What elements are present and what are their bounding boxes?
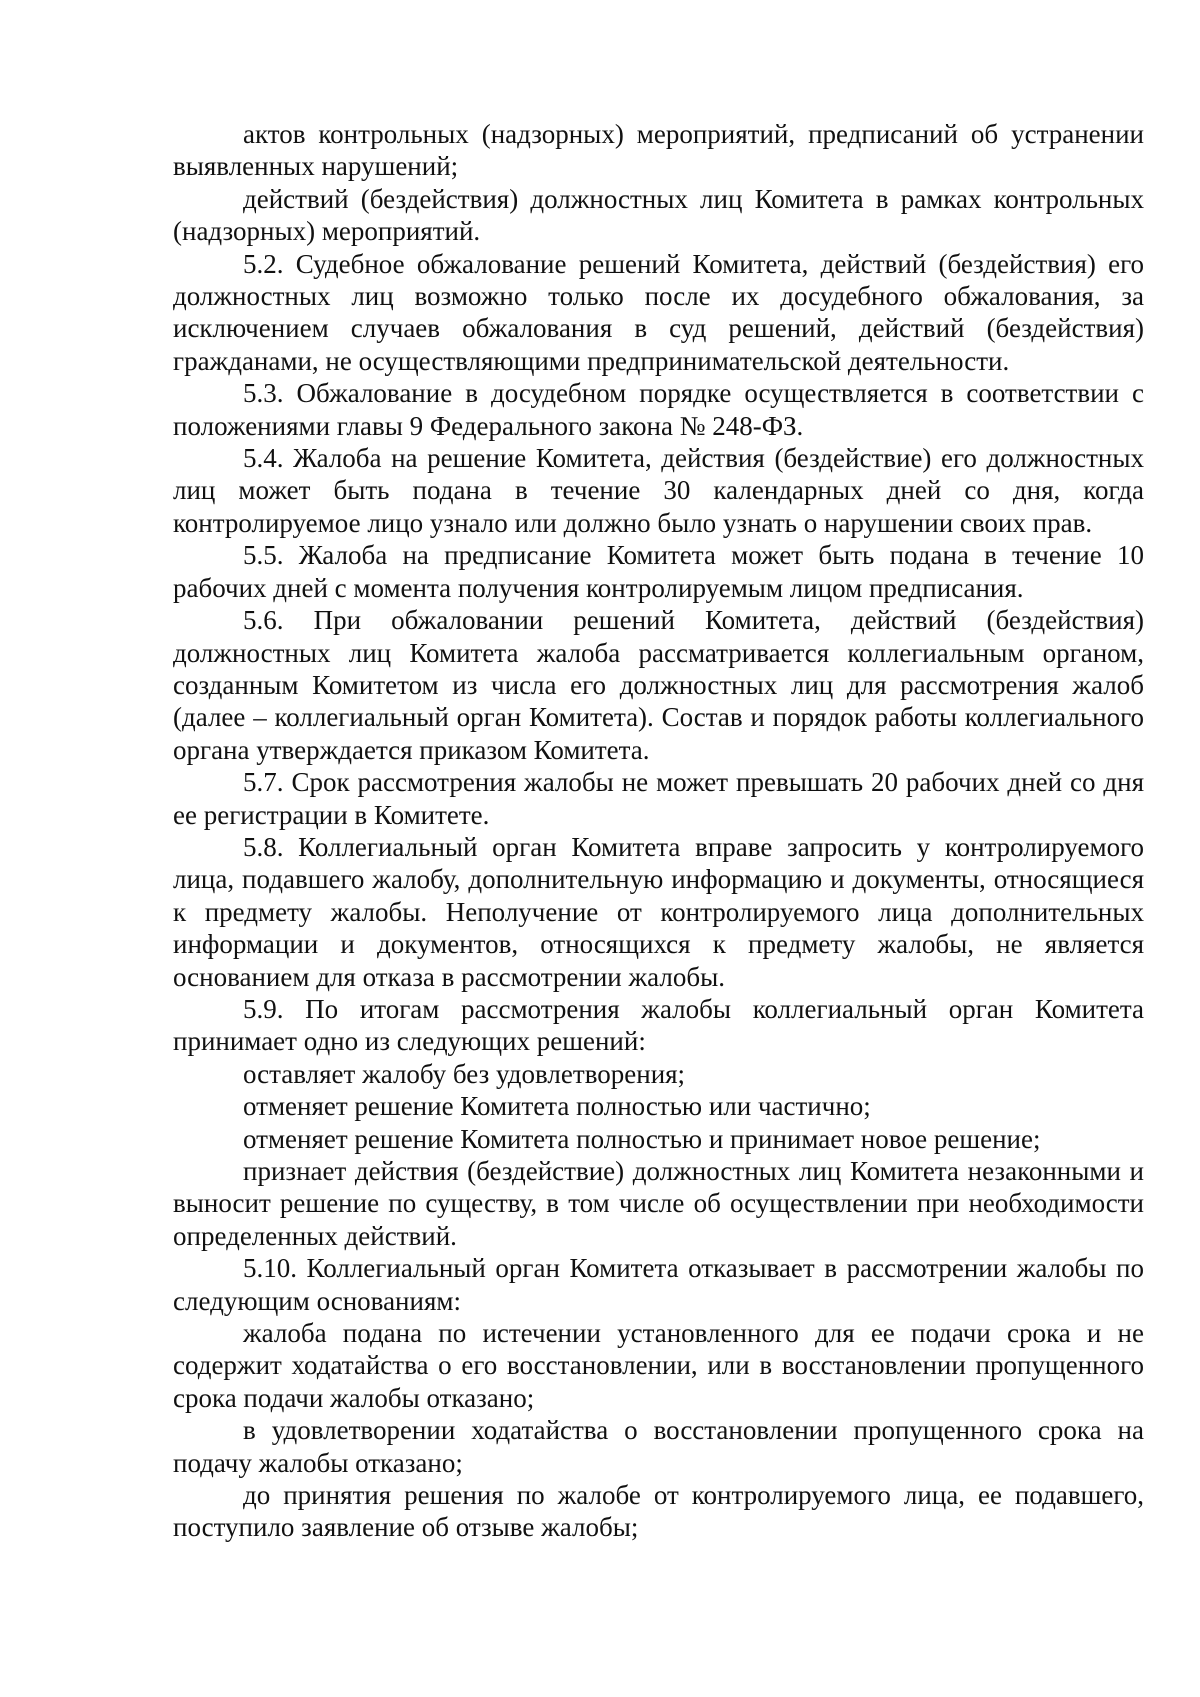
- paragraph-actions-list-item: действий (бездействия) должностных лиц Комитета в рамках контрольных (надзорных) мероприятий.: [173, 183, 1144, 247]
- paragraph-5-2: 5.2. Судебное обжалование решений Комитета, действий (бездействия) его должностных лиц возможно только после их досудебного обжалования, за исключением случаев обжалования в суд решений, действий (бездействия) гражданами, не осуществляющими предпринимательской деятельности.: [173, 248, 1144, 376]
- paragraph-5-4: 5.4. Жалоба на решение Комитета, действия (бездействие) его должностных лиц может быть подана в течение 30 календарных дней со дня, когда контролируемое лицо узнало или должно было узнать о нарушении своих прав.: [173, 443, 1144, 538]
- paragraph-5-9: 5.9. По итогам рассмотрения жалобы коллегиальный орган Комитета принимает одно из следующих решений:: [173, 993, 1144, 1057]
- paragraph-5-5: 5.5. Жалоба на предписание Комитета может быть подана в течение 10 рабочих дней с момента получения контролируемым лицом предписания.: [173, 540, 1144, 603]
- paragraph-5-3: 5.3. Обжалование в досудебном порядке осуществляется в соответствии с положениями главы 9 Федерального закона № 248-ФЗ.: [173, 378, 1144, 441]
- paragraph-5-10: 5.10. Коллегиальный орган Комитета отказывает в рассмотрении жалобы по следующим основаниям:: [173, 1253, 1144, 1316]
- paragraph-decision-option-3: отменяет решение Комитета полностью и принимает новое решение;: [243, 1123, 1041, 1154]
- paragraph-refusal-ground-3: до принятия решения по жалобе от контролируемого лица, ее подавшего, поступило заявление об отзыве жалобы;: [173, 1480, 1144, 1543]
- paragraph-decision-option-4: признает действия (бездействие) должностных лиц Комитета незаконными и выносит решение по существу, в том числе об осуществлении при необходимости определенных действий.: [173, 1156, 1144, 1251]
- paragraph-5-8: 5.8. Коллегиальный орган Комитета вправе запросить у контролируемого лица, подавшего жалобу, дополнительную информацию и документы, относящиеся к предмету жалобы. Неполучение от контролируемого лица дополнительных информации и документов, относящихся к предмету жалобы, не является основанием для отказа в рассмотрении жалобы.: [173, 831, 1144, 992]
- paragraph-decision-option-1: оставляет жалобу без удовлетворения;: [243, 1058, 686, 1089]
- paragraph-decision-option-2: отменяет решение Комитета полностью или частично;: [243, 1091, 871, 1122]
- paragraph-refusal-ground-1: жалоба подана по истечении установленного для ее подачи срока и не содержит ходатайства о его восстановлении, или в восстановлении пропущенного срока подачи жалобы отказано;: [173, 1318, 1144, 1413]
- paragraph-5-7: 5.7. Срок рассмотрения жалобы не может превышать 20 рабочих дней со дня ее регистрации в Комитете.: [173, 767, 1144, 830]
- document-body: [173, 118, 1144, 1544]
- paragraph-refusal-ground-2: в удовлетворении ходатайства о восстановлении пропущенного срока на подачу жалобы отказано;: [173, 1415, 1144, 1478]
- paragraph-5-6: 5.6. При обжаловании решений Комитета, действий (бездействия) должностных лиц Комитета жалоба рассматривается коллегиальным органом, созданным Комитетом из числа его должностных лиц для рассмотрения жалоб (далее – коллегиальный орган Комитета). Состав и порядок работы коллегиального органа утверждается приказом Комитета.: [173, 605, 1144, 765]
- paragraph-acts-list-item: актов контрольных (надзорных) мероприятий, предписаний об устранении выявленных нарушений;: [173, 119, 1144, 182]
